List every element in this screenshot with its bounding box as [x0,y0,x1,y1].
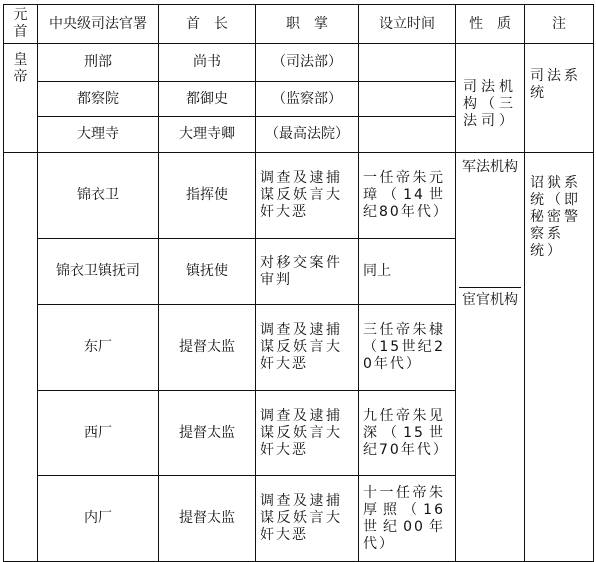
note-imperial-prison-system: 诏狱系统（即秘密警察系统） [530,175,581,259]
header-establish-time: 设立时间 [359,5,456,44]
nature-eunuch: 宦官机构 [462,292,518,308]
judicial-offices-table [3,4,594,562]
chief-cell: 大理寺卿 [159,117,256,153]
duty-cell: （监察部） [256,82,359,117]
time-cell [359,82,456,117]
office-cell: 内厂 [38,476,159,562]
office-cell: 东厂 [38,305,159,391]
chief-cell: 都御史 [159,82,256,117]
office-cell: 锦衣卫 [38,153,159,239]
chief-cell: 提督太监 [159,476,256,562]
time-cell [359,117,456,153]
time-cell: 同上 [359,239,456,305]
table-row [4,153,594,239]
nature-cell [456,44,525,153]
nature-cell [456,153,525,562]
header-row [4,5,594,44]
duty-cell: （司法部） [256,44,359,82]
duty-cell: 对移交案件审判 [256,239,359,305]
note-cell [525,153,594,562]
header-note: 注 [525,5,594,44]
duty-cell: （最高法院） [256,117,359,153]
table-row [4,44,594,82]
note-judicial-system: 司法系统 [530,68,581,101]
time-cell: 三任帝朱棣（15世纪20年代） [359,305,456,391]
time-cell: 九任帝朱见深（15世纪70年代） [359,391,456,476]
time-cell: 十一任帝朱厚照（16世纪00年代） [359,476,456,562]
chief-cell: 提督太监 [159,305,256,391]
chief-cell: 提督太监 [159,391,256,476]
chief-cell: 镇抚使 [159,239,256,305]
time-cell [359,44,456,82]
duty-cell: 调查及逮捕谋反妖言大奸大恶 [256,476,359,562]
emperor-blank-cell [4,153,38,562]
nature-military: 军法机构 [459,155,521,288]
office-cell: 锦衣卫镇抚司 [38,239,159,305]
office-cell: 刑部 [38,44,159,82]
emperor-cell: 皇帝 [4,44,38,153]
header-head-of-state: 元首 [4,5,38,44]
chief-cell: 指挥使 [159,153,256,239]
duty-cell: 调查及逮捕谋反妖言大奸大恶 [256,391,359,476]
header-duty: 职 掌 [256,5,359,44]
office-cell: 西厂 [38,391,159,476]
office-cell: 都察院 [38,82,159,117]
header-central-office: 中央级司法官署 [38,5,159,44]
header-chief: 首 长 [159,5,256,44]
duty-cell: 调查及逮捕谋反妖言大奸大恶 [256,305,359,391]
header-nature: 性 质 [456,5,525,44]
office-cell: 大理寺 [38,117,159,153]
note-cell [525,44,594,153]
nature-three-judicial: 司法机构（三法司） [463,78,517,129]
time-cell: 一任帝朱元璋（14世纪80年代） [359,153,456,239]
duty-cell: 调查及逮捕谋反妖言大奸大恶 [256,153,359,239]
chief-cell: 尚书 [159,44,256,82]
